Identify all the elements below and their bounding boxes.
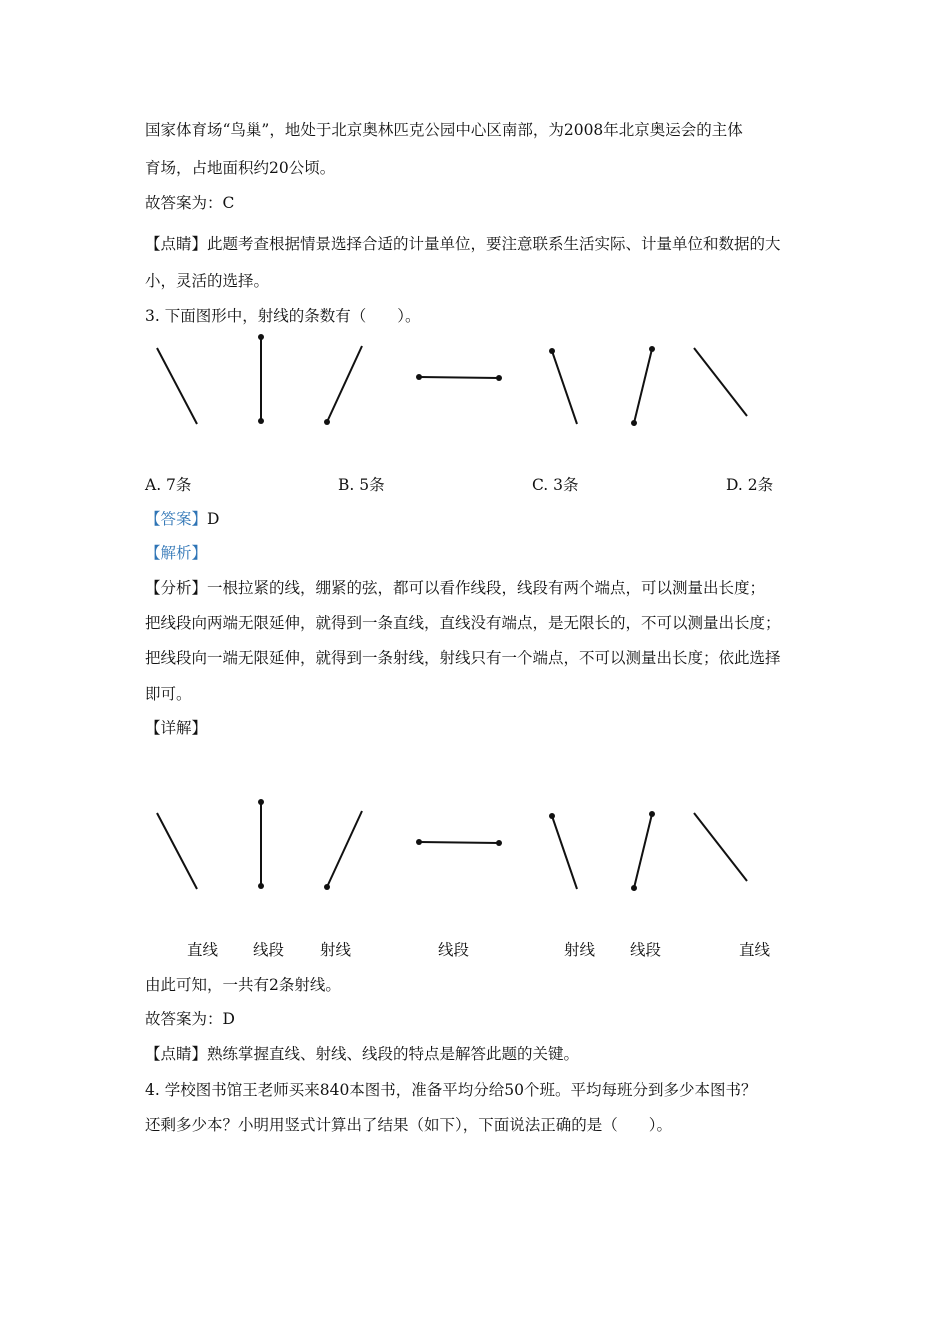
detail-tag: 【详解】 <box>145 719 208 737</box>
endpoint-dot <box>258 883 264 889</box>
endpoint-dot <box>416 374 422 380</box>
figure-label: 线段 <box>438 941 470 959</box>
answer: D <box>207 510 220 528</box>
paragraph: 国家体育场“鸟巢”，地处于北京奥林匹克公园中心区南部，为2008年北京奥运会的主体 <box>145 121 743 139</box>
ray-shape <box>552 351 577 424</box>
endpoint-dot <box>549 813 555 819</box>
endpoint-dot <box>258 334 264 340</box>
figure-label: 线段 <box>630 941 662 959</box>
endpoint-dot <box>258 799 264 805</box>
segment-shape <box>419 842 499 843</box>
figure-label: 线段 <box>253 941 285 959</box>
endpoint-dot <box>416 839 422 845</box>
paragraph: 故答案为：C <box>145 194 235 212</box>
endpoint-dot <box>258 418 264 424</box>
endpoint-dot <box>631 885 637 891</box>
option-a: A. 7条 <box>145 476 192 494</box>
ray-shape <box>327 346 362 422</box>
line-shape <box>694 348 747 416</box>
paragraph: 【点睛】熟练掌握直线、射线、线段的特点是解答此题的关键。 <box>145 1045 580 1063</box>
endpoint-dot <box>496 840 502 846</box>
option-c: C. 3条 <box>532 476 579 494</box>
option-d: D. 2条 <box>726 476 774 494</box>
analysis-tag: 【解析】 <box>145 544 208 562</box>
figure-label: 直线 <box>187 941 219 959</box>
paragraph: 由此可知，一共有2条射线。 <box>145 976 341 994</box>
figure-label: 射线 <box>564 941 596 959</box>
option-b: B. 5条 <box>338 476 385 494</box>
endpoint-dot <box>549 348 555 354</box>
paragraph: 【点睛】此题考查根据情景选择合适的计量单位，要注意联系生活实际、计量单位和数据的大 <box>145 235 781 253</box>
endpoint-dot <box>324 419 330 425</box>
endpoint-dot <box>496 375 502 381</box>
answer-tag: 【答案】 <box>145 510 208 528</box>
ray-shape <box>552 816 577 889</box>
endpoint-dot <box>631 420 637 426</box>
figure-label: 射线 <box>320 941 352 959</box>
segment-shape <box>634 349 652 423</box>
paragraph: 故答案为：D <box>145 1010 235 1028</box>
segment-shape <box>419 377 499 378</box>
analysis-line: 把线段向一端无限延伸，就得到一条射线，射线只有一个端点，不可以测量出长度；依此选择 <box>145 649 781 667</box>
question-4: 还剩多少本？小明用竖式计算出了结果（如下），下面说法正确的是（ ）。 <box>145 1116 673 1134</box>
ray-shape <box>327 811 362 887</box>
question-3: 3. 下面图形中，射线的条数有（ ）。 <box>145 307 421 325</box>
analysis-line: 【分析】一根拉紧的线，绷紧的弦，都可以看作线段，线段有两个端点，可以测量出长度； <box>145 579 766 597</box>
analysis-line: 即可。 <box>145 685 192 703</box>
paragraph: 小，灵活的选择。 <box>145 272 270 290</box>
line-shape <box>157 813 197 889</box>
paragraph: 育场，占地面积约20公顷。 <box>145 159 336 177</box>
line-shape <box>694 813 747 881</box>
line-shape <box>157 348 197 424</box>
endpoint-dot <box>324 884 330 890</box>
answer-line <box>145 507 219 529</box>
segment-shape <box>634 814 652 888</box>
endpoint-dot <box>649 811 655 817</box>
analysis-line: 把线段向两端无限延伸，就得到一条直线，直线没有端点，是无限长的，不可以测量出长度； <box>145 614 781 632</box>
endpoint-dot <box>649 346 655 352</box>
question-4: 4. 学校图书馆王老师买来840本图书，准备平均分给50个班。平均每班分到多少本图书？ <box>145 1081 757 1099</box>
figure-label: 直线 <box>739 941 771 959</box>
